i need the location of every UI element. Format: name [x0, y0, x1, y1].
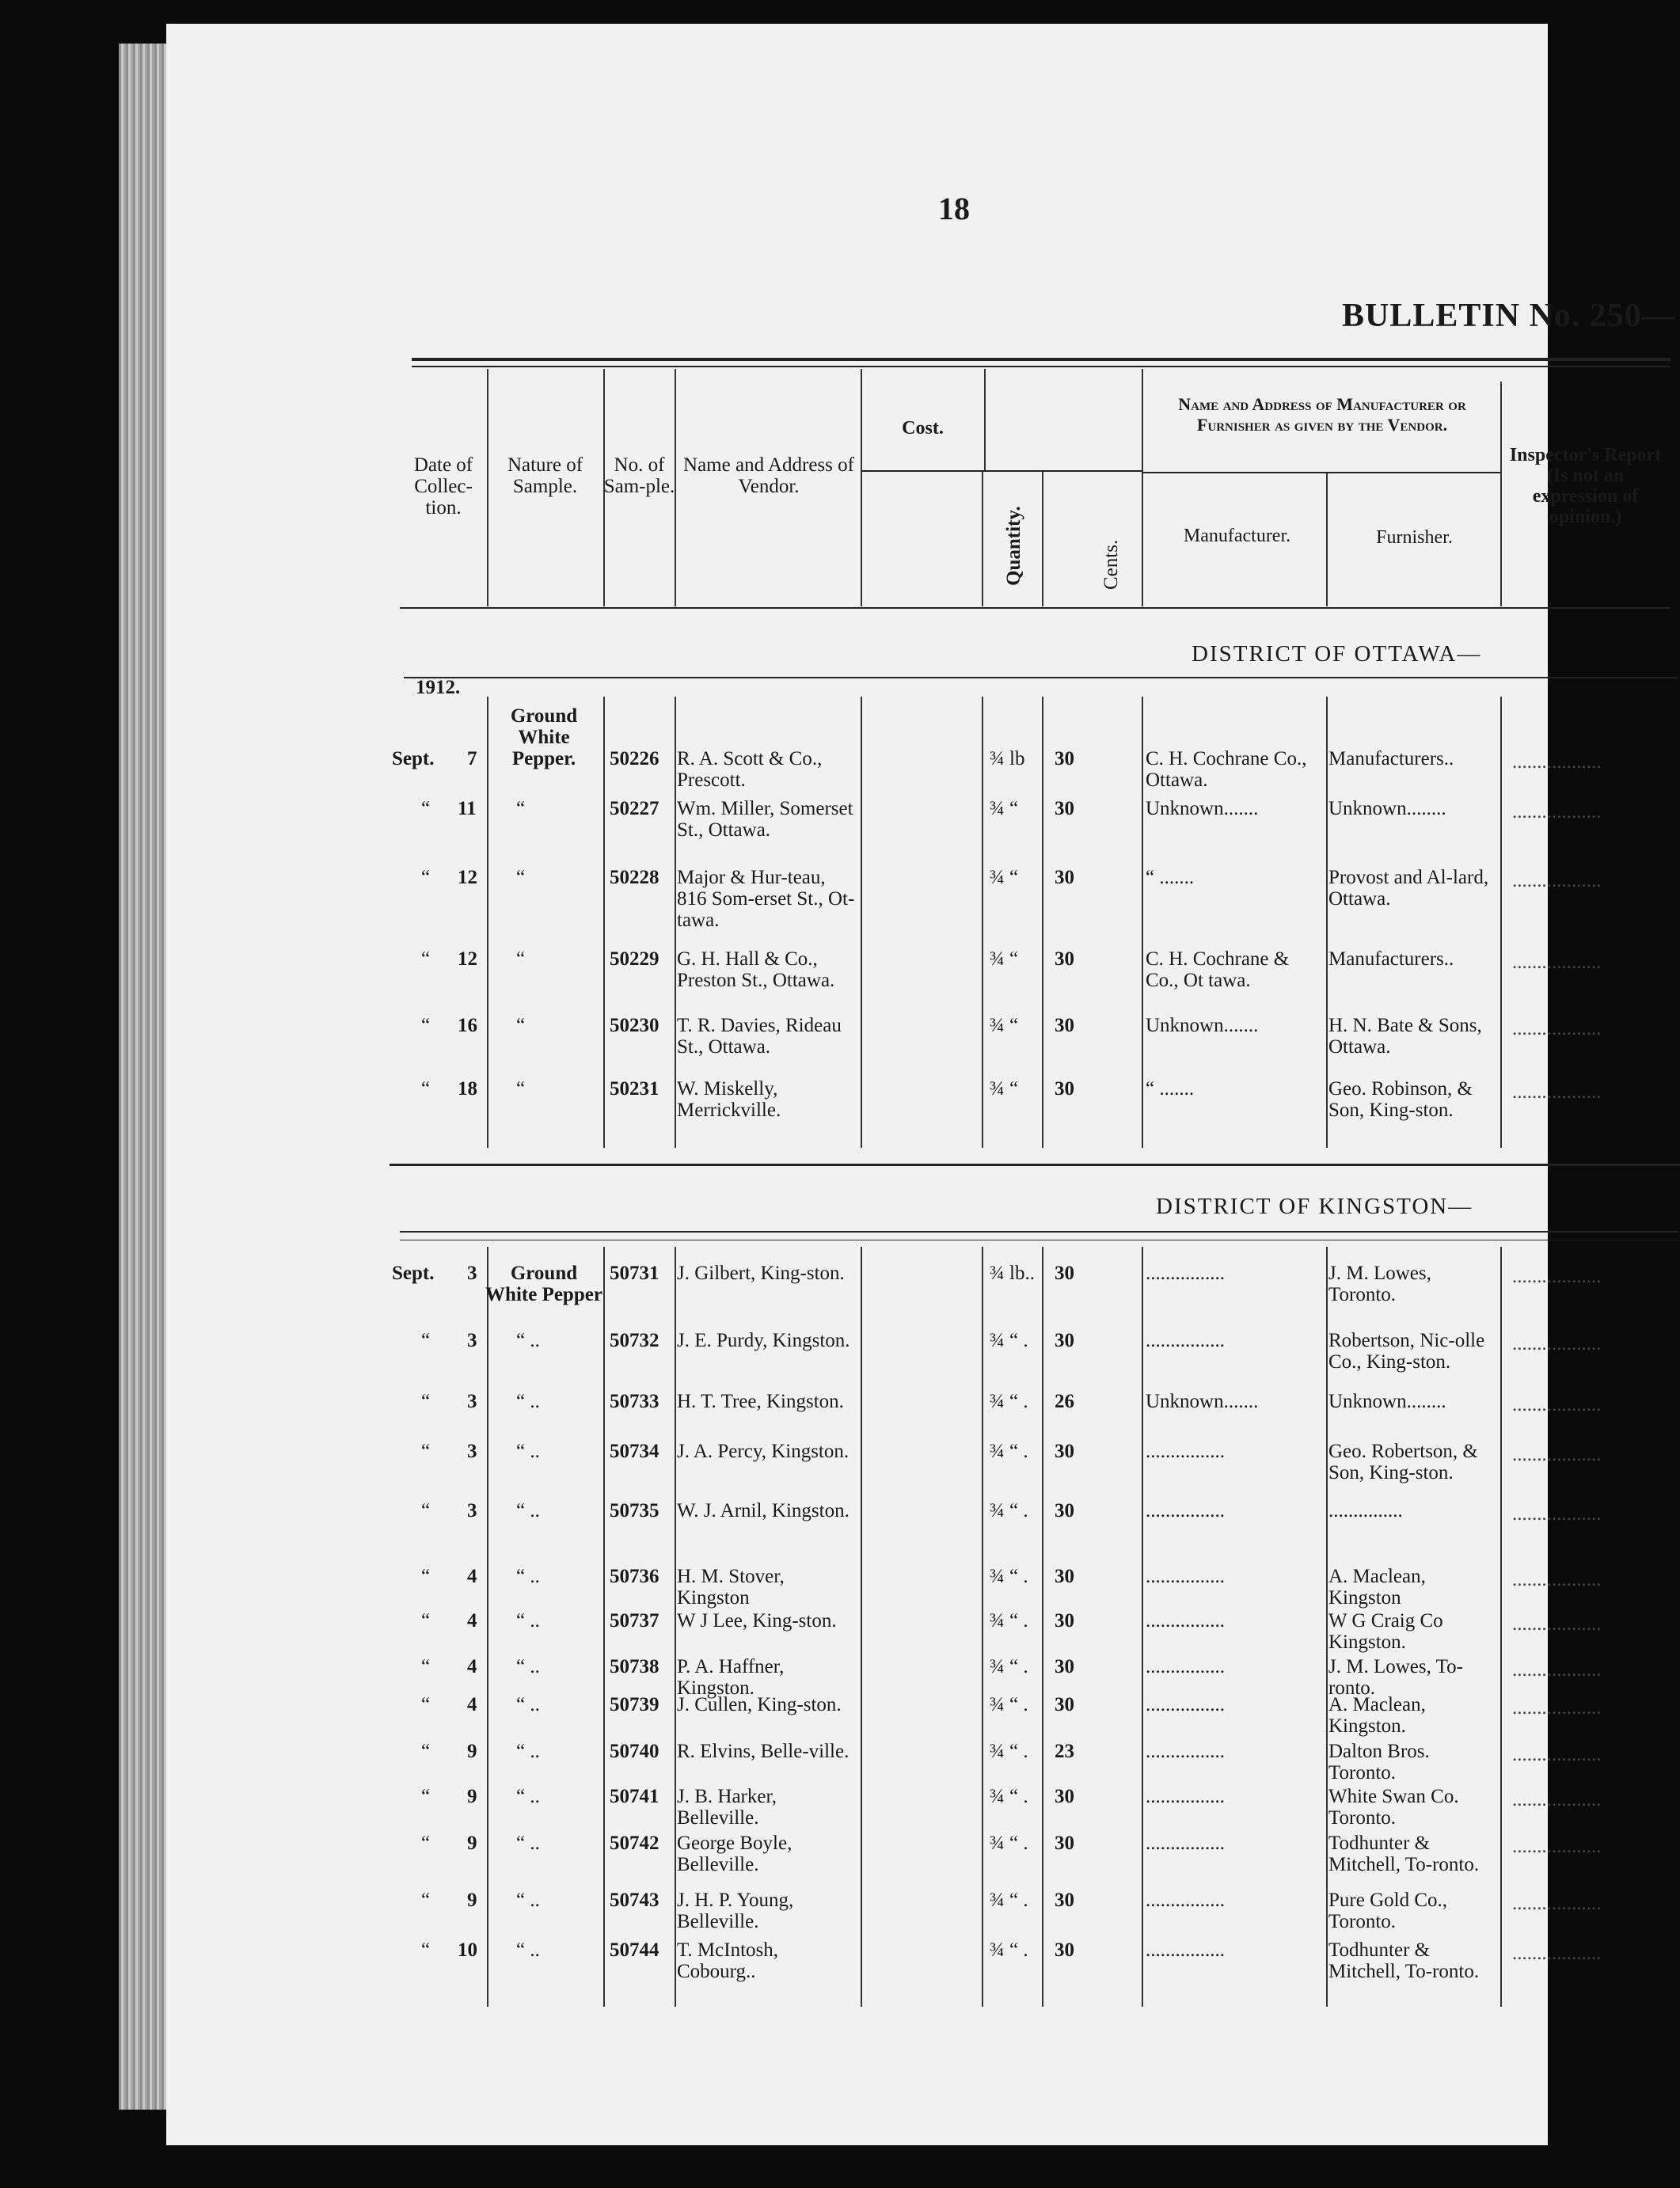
- collection-month: “: [421, 1694, 431, 1715]
- furnisher: Geo. Robinson, & Son, King-ston.: [1328, 1078, 1473, 1121]
- sample-number: 50738: [610, 1656, 659, 1677]
- cost-quantity: ¾ “ .: [990, 1694, 1028, 1715]
- manufacturer: ................: [1146, 1263, 1225, 1284]
- sample-number: 50231: [610, 1078, 659, 1100]
- sample-nature: “ ..: [516, 1694, 540, 1715]
- collection-day: 4: [467, 1656, 477, 1677]
- sample-number: 50742: [610, 1833, 659, 1854]
- vendor-name-address: T. McIntosh, Cobourg..: [677, 1939, 778, 1982]
- vendor-name-address: J. B. Harker, Belleville.: [677, 1786, 777, 1829]
- collection-month: “: [421, 1015, 431, 1036]
- sample-number: 50744: [610, 1939, 659, 1961]
- vendor-name-address: H. M. Stover, Kingston: [677, 1566, 785, 1609]
- sample-nature: “ ..: [516, 1610, 540, 1632]
- cost-quantity: ¾ “ .: [990, 1833, 1028, 1854]
- cost-quantity: ¾ “: [990, 867, 1019, 888]
- vendor-name-address: J. Gilbert, King-ston.: [677, 1263, 845, 1284]
- collection-day: 9: [467, 1890, 477, 1911]
- inspector-report: ..................: [1512, 1394, 1602, 1415]
- cost-cents: 30: [1055, 1500, 1074, 1521]
- collection-day: 9: [467, 1741, 477, 1762]
- manufacturer: Unknown.......: [1146, 1391, 1259, 1412]
- inspector-report: ..................: [1512, 952, 1602, 973]
- collection-day: 3: [467, 1263, 477, 1284]
- manufacturer: ................: [1146, 1939, 1225, 1961]
- bulletin-title: BULLETIN No. 250—: [1342, 298, 1676, 334]
- sample-nature: “ ..: [516, 1833, 540, 1854]
- inspector-report: ..................: [1512, 1569, 1602, 1590]
- collection-day: 11: [458, 798, 477, 819]
- header-quantity: Quantity.: [1003, 506, 1024, 586]
- manufacturer: ................: [1146, 1833, 1225, 1854]
- sample-nature: “ ..: [516, 1441, 540, 1462]
- furnisher: Todhunter & Mitchell, To-ronto.: [1328, 1939, 1480, 1982]
- vendor-name-address: W J Lee, King-ston.: [677, 1610, 837, 1632]
- collection-month: “: [421, 1610, 431, 1632]
- collection-day: 16: [458, 1015, 477, 1036]
- collection-day: 12: [458, 867, 477, 888]
- collection-month: “: [421, 1786, 431, 1807]
- furnisher: A. Maclean, Kingston.: [1328, 1694, 1426, 1737]
- sample-nature: “ ..: [516, 1566, 540, 1587]
- cost-quantity: ¾ “: [990, 798, 1019, 819]
- collection-month: “: [421, 1391, 431, 1412]
- inspector-report: ..................: [1512, 1943, 1602, 1964]
- sample-nature: “: [516, 867, 526, 888]
- cost-quantity: ¾ “ .: [990, 1890, 1028, 1911]
- furnisher: Manufacturers..: [1328, 748, 1454, 769]
- cost-cents: 30: [1055, 1078, 1074, 1100]
- vendor-name-address: Major & Hur-teau, 816 Som-erset St., Ot-tawa.: [677, 867, 855, 931]
- cost-quantity: ¾ “ .: [990, 1500, 1028, 1521]
- inspector-report: ..................: [1512, 1503, 1602, 1525]
- cost-quantity: ¾ lb: [990, 748, 1025, 769]
- cost-quantity: ¾ “ .: [990, 1566, 1028, 1587]
- manufacturer: ................: [1146, 1500, 1225, 1521]
- collection-month: “: [421, 1833, 431, 1854]
- sample-nature: “ ..: [516, 1391, 540, 1412]
- sample-nature: “: [516, 1078, 526, 1100]
- furnisher: Pure Gold Co., Toronto.: [1328, 1890, 1447, 1932]
- cost-cents: 30: [1055, 867, 1074, 888]
- furnisher: Unknown........: [1328, 798, 1446, 819]
- cost-quantity: ¾ “ .: [990, 1939, 1028, 1961]
- inspector-report: ..................: [1512, 1613, 1602, 1635]
- collection-day: 10: [458, 1939, 477, 1961]
- furnisher: White Swan Co. Toronto.: [1328, 1786, 1459, 1829]
- sample-nature: “ ..: [516, 1656, 540, 1677]
- collection-day: 7: [467, 748, 477, 769]
- cost-cents: 30: [1055, 1566, 1074, 1587]
- collection-month: “: [421, 948, 431, 970]
- collection-day: 3: [467, 1441, 477, 1462]
- header-vendor: Name and Address of Vendor.: [683, 454, 854, 497]
- collection-year: 1912.: [416, 677, 461, 698]
- collection-day: 3: [467, 1330, 477, 1351]
- manufacturer: C. H. Cochrane Co., Ottawa.: [1146, 748, 1307, 791]
- cost-cents: 30: [1055, 1330, 1074, 1351]
- vendor-name-address: H. T. Tree, Kingston.: [677, 1391, 844, 1412]
- inspector-report: ..................: [1512, 1266, 1602, 1287]
- furnisher: J. M. Lowes, Toronto.: [1328, 1263, 1431, 1305]
- sample-number: 50736: [610, 1566, 659, 1587]
- collection-day: 4: [467, 1694, 477, 1715]
- cost-cents: 30: [1055, 948, 1074, 970]
- header-nature: Nature of Sample.: [507, 454, 583, 497]
- header-cents: Cents.: [1100, 539, 1122, 590]
- cost-cents: 30: [1055, 798, 1074, 819]
- inspector-report: ..................: [1512, 1697, 1602, 1719]
- cost-cents: 30: [1055, 1939, 1074, 1961]
- cost-quantity: ¾ “ .: [990, 1656, 1028, 1677]
- header-inspector-report: Inspector's Report (Is not an expression of opinion.): [1509, 445, 1662, 527]
- inspector-report: ..................: [1512, 1444, 1602, 1465]
- inspector-report: ..................: [1512, 801, 1602, 822]
- cost-cents: 30: [1055, 1610, 1074, 1632]
- furnisher: Unknown........: [1328, 1391, 1446, 1412]
- furnisher: W G Craig Co Kingston.: [1328, 1610, 1443, 1653]
- sample-number: 50228: [610, 867, 659, 888]
- collection-month: “: [421, 1441, 431, 1462]
- sample-number: 50226: [610, 748, 659, 769]
- document-page: [166, 24, 1676, 2145]
- cost-quantity: ¾ “ .: [990, 1786, 1028, 1807]
- sample-number: 50733: [610, 1391, 659, 1412]
- collection-month: “: [421, 1500, 431, 1521]
- cost-cents: 26: [1055, 1391, 1074, 1412]
- vendor-name-address: J. A. Percy, Kingston.: [677, 1441, 850, 1462]
- sample-nature: “ ..: [516, 1890, 540, 1911]
- manufacturer: Unknown.......: [1146, 798, 1259, 819]
- sample-number: 50227: [610, 798, 659, 819]
- manufacturer: ................: [1146, 1786, 1225, 1807]
- cost-cents: 30: [1055, 1656, 1074, 1677]
- inspector-report: ..................: [1512, 1081, 1602, 1103]
- collection-month: “: [421, 867, 431, 888]
- sample-number: 50230: [610, 1015, 659, 1036]
- furnisher: Geo. Robertson, & Son, King-ston.: [1328, 1441, 1478, 1483]
- page-number: 18: [938, 191, 970, 226]
- furnisher: Manufacturers..: [1328, 948, 1454, 970]
- cost-cents: 30: [1055, 1441, 1074, 1462]
- sample-nature: “ ..: [516, 1786, 540, 1807]
- inspector-report: ..................: [1512, 870, 1602, 891]
- collection-month: Sept.: [392, 748, 435, 769]
- manufacturer: ................: [1146, 1330, 1225, 1351]
- sample-number: 50740: [610, 1741, 659, 1762]
- cost-quantity: ¾ lb..: [990, 1263, 1035, 1284]
- furnisher: H. N. Bate & Sons, Ottawa.: [1328, 1015, 1482, 1058]
- vendor-name-address: Wm. Miller, Somerset St., Ottawa.: [677, 798, 853, 841]
- vendor-name-address: J. Cullen, King-ston.: [677, 1694, 842, 1715]
- cost-cents: 30: [1055, 1786, 1074, 1807]
- sample-number: 50737: [610, 1610, 659, 1632]
- cost-cents: 30: [1055, 1833, 1074, 1854]
- cost-cents: 30: [1055, 748, 1074, 769]
- collection-month: “: [421, 1656, 431, 1677]
- vendor-name-address: R. Elvins, Belle-ville.: [677, 1741, 850, 1762]
- manufacturer: “ .......: [1146, 867, 1195, 888]
- sample-number: 50735: [610, 1500, 659, 1521]
- vendor-name-address: R. A. Scott & Co., Prescott.: [677, 748, 823, 791]
- inspector-report: ..................: [1512, 751, 1602, 773]
- header-sample-no: No. of Sam-ple.: [603, 454, 675, 497]
- collection-day: 3: [467, 1391, 477, 1412]
- furnisher: Provost and Al-lard, Ottawa.: [1328, 867, 1489, 910]
- cost-quantity: ¾ “: [990, 1015, 1019, 1036]
- collection-day: 9: [467, 1786, 477, 1807]
- manufacturer: ................: [1146, 1656, 1225, 1677]
- collection-month: “: [421, 1939, 431, 1961]
- district-ottawa-heading: DISTRICT OF OTTAWA—: [1192, 641, 1482, 667]
- sample-number: 50734: [610, 1441, 659, 1462]
- header-furnisher: Furnisher.: [1376, 527, 1453, 548]
- district-kingston-heading: DISTRICT OF KINGSTON—: [1156, 1194, 1473, 1219]
- collection-day: 9: [467, 1833, 477, 1854]
- cost-quantity: ¾ “ .: [990, 1610, 1028, 1632]
- sample-number: 50739: [610, 1694, 659, 1715]
- sample-nature: “ ..: [516, 1741, 540, 1762]
- collection-month: “: [421, 1890, 431, 1911]
- inspector-report: ..................: [1512, 1744, 1602, 1765]
- manufacturer: C. H. Cochrane & Co., Ot tawa.: [1146, 948, 1290, 991]
- collection-day: 3: [467, 1500, 477, 1521]
- inspector-report: ..................: [1512, 1333, 1602, 1354]
- furnisher: J. M. Lowes, To-ronto.: [1328, 1656, 1464, 1699]
- collection-month: “: [421, 1741, 431, 1762]
- collection-month: “: [421, 1566, 431, 1587]
- vendor-name-address: W. Miskelly, Merrickville.: [677, 1078, 781, 1121]
- manufacturer: ................: [1146, 1441, 1225, 1462]
- manufacturer: ................: [1146, 1741, 1225, 1762]
- vendor-name-address: J. E. Purdy, Kingston.: [677, 1330, 850, 1351]
- sample-nature: “: [516, 798, 526, 819]
- sample-number: 50229: [610, 948, 659, 970]
- sample-nature: “ ..: [516, 1939, 540, 1961]
- inspector-report: ..................: [1512, 1789, 1602, 1810]
- collection-day: 18: [458, 1078, 477, 1100]
- furnisher: ...............: [1328, 1500, 1403, 1521]
- vendor-name-address: W. J. Arnil, Kingston.: [677, 1500, 850, 1521]
- manufacturer: ................: [1146, 1610, 1225, 1632]
- cost-cents: 23: [1055, 1741, 1074, 1762]
- cost-cents: 30: [1055, 1890, 1074, 1911]
- furnisher: A. Maclean, Kingston: [1328, 1566, 1426, 1609]
- furnisher: Dalton Bros. Toronto.: [1328, 1741, 1430, 1783]
- cost-cents: 30: [1055, 1015, 1074, 1036]
- header-manufacturer: Manufacturer.: [1183, 526, 1291, 546]
- sample-nature: “ ..: [516, 1500, 540, 1521]
- vendor-name-address: P. A. Haffner, Kingston.: [677, 1656, 785, 1699]
- collection-month: “: [421, 798, 431, 819]
- manufacturer: ................: [1146, 1694, 1225, 1715]
- inspector-report: ..................: [1512, 1836, 1602, 1857]
- sample-number: 50732: [610, 1330, 659, 1351]
- collection-day: 4: [467, 1566, 477, 1587]
- collection-month: “: [421, 1078, 431, 1100]
- vendor-name-address: George Boyle, Belleville.: [677, 1833, 792, 1875]
- sample-number: 50741: [610, 1786, 659, 1807]
- inspector-report: ..................: [1512, 1659, 1602, 1681]
- header-name-address: Name and Address of Manufacturer or Furnisher as given by the Vendor.: [1178, 394, 1466, 435]
- manufacturer: Unknown.......: [1146, 1015, 1259, 1036]
- cost-quantity: ¾ “: [990, 1078, 1019, 1100]
- vendor-name-address: G. H. Hall & Co., Preston St., Ottawa.: [677, 948, 835, 991]
- sample-number: 50731: [610, 1263, 659, 1284]
- cost-quantity: ¾ “ .: [990, 1441, 1028, 1462]
- inspector-report: ..................: [1512, 1893, 1602, 1914]
- vendor-name-address: T. R. Davies, Rideau St., Ottawa.: [677, 1015, 842, 1058]
- sample-nature: “ ..: [516, 1330, 540, 1351]
- inspector-report: ..................: [1512, 1018, 1602, 1039]
- cost-quantity: ¾ “ .: [990, 1741, 1028, 1762]
- cost-quantity: ¾ “ .: [990, 1330, 1028, 1351]
- sample-nature: “: [516, 1015, 526, 1036]
- collection-day: 12: [458, 948, 477, 970]
- collection-day: 4: [467, 1610, 477, 1632]
- furnisher: Robertson, Nic-olle Co., King-ston.: [1328, 1330, 1485, 1373]
- manufacturer: ................: [1146, 1890, 1225, 1911]
- collection-month: “: [421, 1330, 431, 1351]
- header-date: Date of Collec-tion.: [413, 454, 473, 519]
- manufacturer: “ .......: [1146, 1078, 1195, 1100]
- header-cost: Cost.: [902, 418, 944, 439]
- cost-quantity: ¾ “ .: [990, 1391, 1028, 1412]
- manufacturer: ................: [1146, 1566, 1225, 1587]
- sample-nature: Ground White Pepper.: [510, 705, 578, 769]
- vendor-name-address: J. H. P. Young, Belleville.: [677, 1890, 794, 1932]
- cost-cents: 30: [1055, 1263, 1074, 1284]
- furnisher: Todhunter & Mitchell, To-ronto.: [1328, 1833, 1480, 1875]
- sample-nature: Ground White Pepper: [485, 1263, 602, 1305]
- sample-number: 50743: [610, 1890, 659, 1911]
- cost-quantity: ¾ “: [990, 948, 1019, 970]
- cost-cents: 30: [1055, 1694, 1074, 1715]
- collection-month: Sept.: [392, 1263, 435, 1284]
- sample-nature: “: [516, 948, 526, 970]
